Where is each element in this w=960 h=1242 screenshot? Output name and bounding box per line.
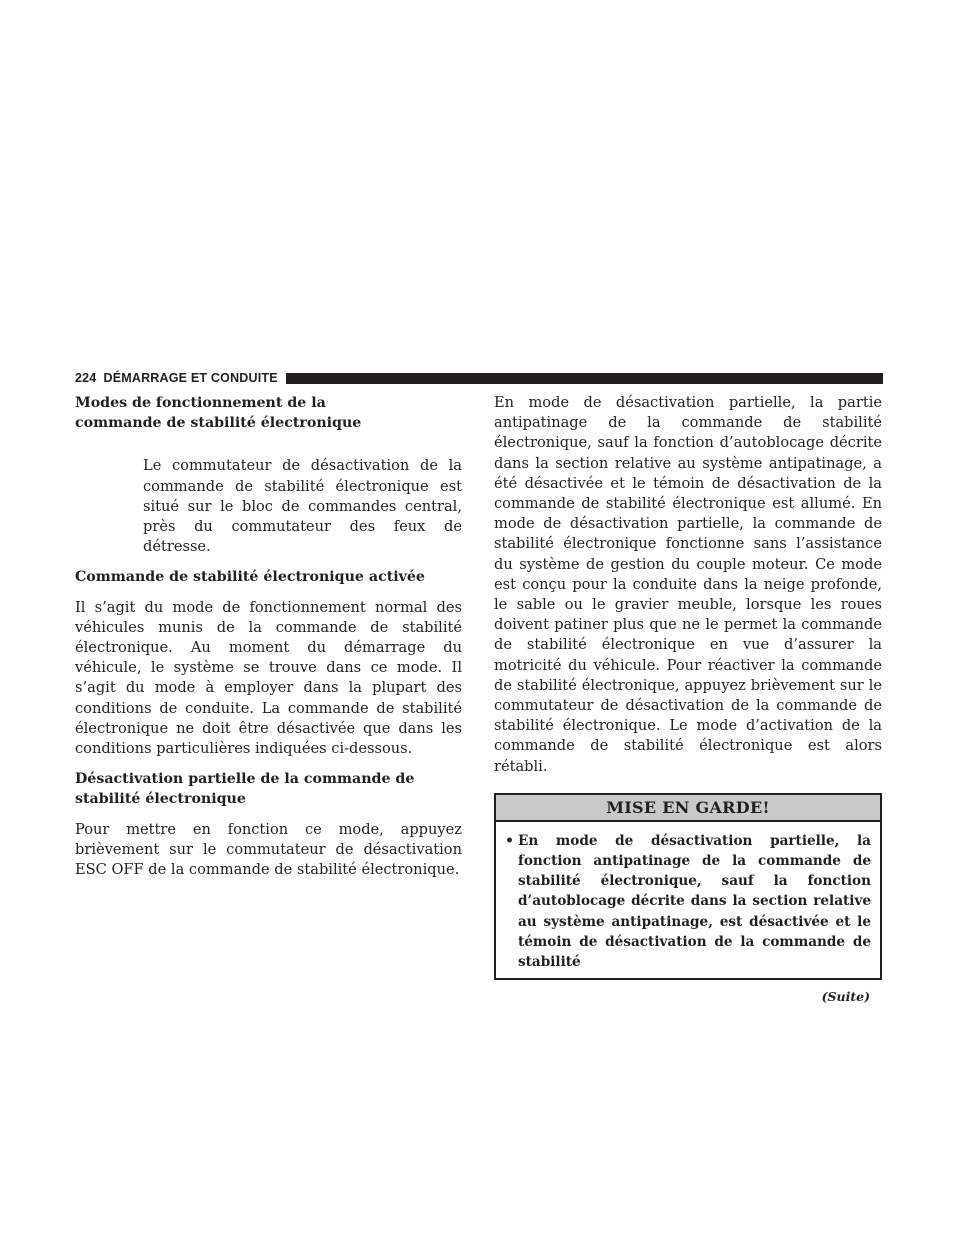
warning-body [496, 822, 880, 978]
header-rule [286, 373, 883, 384]
warning-box [494, 793, 882, 980]
warning-title: MISE EN GARDE! [496, 795, 880, 822]
page-header [75, 371, 883, 385]
heading-esc-on: Commande de stabilité électronique activée [75, 569, 425, 586]
paragraph-switch-location: Le commutateur de désactivation de la commande de stabilité électronique est situé sur le bloc de commandes central, près du commutateur des feux de détresse. [143, 457, 462, 556]
paragraph-esc-on: Il s’agit du mode de fonctionnement normal des véhicules munis de la commande de stabilité électronique. Au moment du démarrage du véhicule, le système se trouve dans ce mode. Il s’agit du mode à employer dans la plupart des conditions de conduite. La commande de stabilité électronique ne doit être désactivée que dans les conditions particulières indiquées ci-dessous. [75, 598, 462, 758]
section-title: DÉMARRAGE ET CONDUITE [103, 371, 278, 385]
bullet-icon: • [505, 832, 514, 849]
right-column [494, 393, 882, 1004]
left-column [75, 393, 462, 880]
paragraph-partial-off-description: En mode de désactivation partielle, la partie antipatinage de la commande de stabilité électronique, sauf la fonction d’autoblocage décrite dans la section relative au système antipatinage, a été désactivée et le témoin de désactivation de la commande de stabilité électronique est allumé. En mode de désactivation partielle, la commande de stabilité électronique fonctionne sans l’assistance du système de gestion du couple moteur. Ce mode est conçu pour la conduite dans la neige profonde, le sable ou le gravier meuble, lorsque les roues doivent patiner plus que ne le permet la commande de stabilité électronique en vue d’assurer la motricité du véhicule. Pour réactiver la commande de stabilité électronique, appuyez brièvement sur le commutateur de désactivation de la commande de stabilité électronique. Le mode d’activation de la commande de stabilité électronique est alors rétabli. [494, 394, 882, 775]
continued-label: (Suite) [821, 989, 870, 1005]
warning-text: En mode de désactivation partielle, la fonction antipatinage de la commande de stabilité électronique, sauf la fonction d’autoblocage décrite dans la section relative au système antipatinage, est désactivée et le témoin de désactivation de la commande de stabilité [518, 832, 871, 971]
page-number: 224 [75, 371, 97, 385]
heading-operating-modes: Modes de fonctionnement de la commande de stabilité électronique [75, 395, 362, 432]
paragraph-partial-off: Pour mettre en fonction ce mode, appuyez brièvement sur le commutateur de désactivation ESC OFF de la commande de stabilité électronique. [75, 820, 462, 879]
heading-partial-off: Désactivation partielle de la commande de stabilité électronique [75, 771, 415, 808]
warning-list-item [505, 831, 871, 972]
